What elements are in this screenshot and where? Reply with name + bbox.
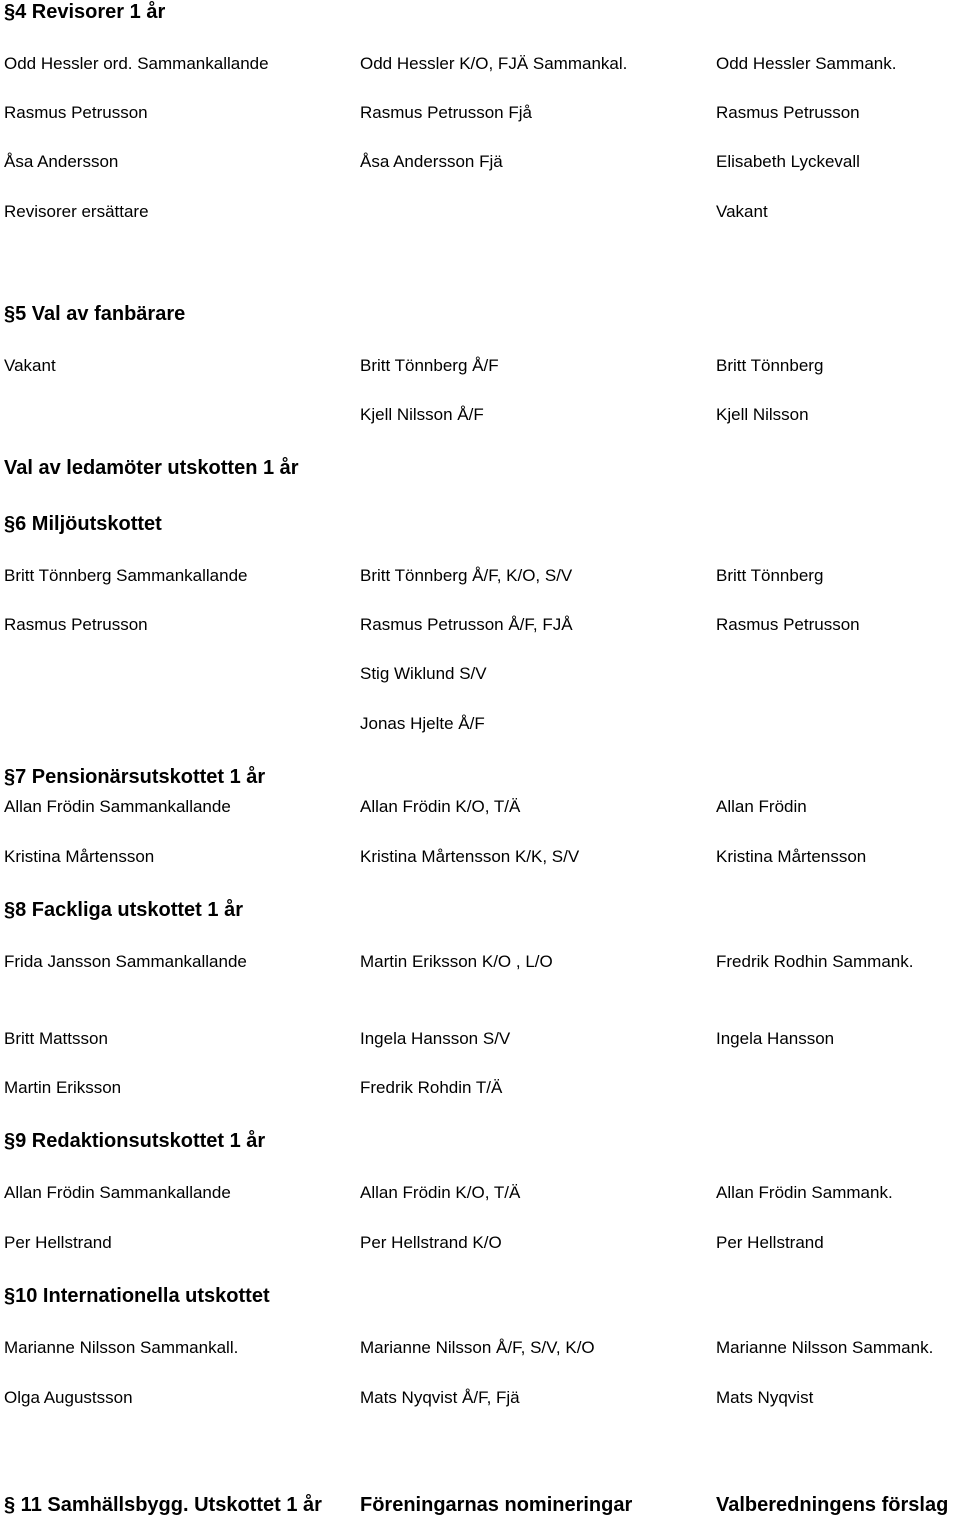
s9-row2-col3: Per Hellstrand: [716, 1233, 824, 1252]
section-5-heading: §5 Val av fanbärare: [4, 303, 186, 325]
section-9-heading: §9 Redaktionsutskottet 1 år: [4, 1130, 266, 1152]
s4-row1-col1: Odd Hessler ord. Sammankallande: [4, 54, 269, 73]
s4-row2-col3: Rasmus Petrusson: [716, 103, 860, 122]
s9-row2-col2: Per Hellstrand K/O: [360, 1233, 502, 1252]
foreningarnas-nomineringar-heading: Föreningarnas nomineringar: [360, 1494, 633, 1516]
s6-row1-col3: Britt Tönnberg: [716, 566, 824, 585]
s4-row3-col3: Elisabeth Lyckevall: [716, 152, 860, 171]
s4-row1-col2: Odd Hessler K/O, FJÄ Sammankal.: [360, 54, 628, 73]
s6-row3-col2: Stig Wiklund S/V: [360, 664, 487, 683]
s10-row1-col2: Marianne Nilsson Å/F, S/V, K/O: [360, 1338, 595, 1357]
s6-row2-col3: Rasmus Petrusson: [716, 615, 860, 634]
s4-row3-col1: Åsa Andersson: [4, 152, 119, 171]
s8-row2-col1: Britt Mattsson: [4, 1029, 108, 1048]
valberedningens-forslag-heading: Valberedningens förslag: [716, 1494, 949, 1516]
s8-row1-col3: Fredrik Rodhin Sammank.: [716, 952, 914, 971]
section-4-heading: §4 Revisorer 1 år: [4, 1, 166, 23]
s4-row3-col2: Åsa Andersson Fjä: [360, 152, 503, 171]
s7-row2-col3: Kristina Mårtensson: [716, 847, 867, 866]
s7-row2-col1: Kristina Mårtensson: [4, 847, 155, 866]
s8-row3-col2: Fredrik Rohdin T/Ä: [360, 1078, 503, 1097]
s8-row1-col1: Frida Jansson Sammankallande: [4, 952, 247, 971]
s6-row1-col2: Britt Tönnberg Å/F, K/O, S/V: [360, 566, 573, 585]
val-ledamoter-heading: Val av ledamöter utskotten 1 år: [4, 457, 299, 479]
s8-row2-col2: Ingela Hansson S/V: [360, 1029, 511, 1048]
s7-row1-col2: Allan Frödin K/O, T/Ä: [360, 797, 521, 816]
s9-row1-col3: Allan Frödin Sammank.: [716, 1183, 893, 1202]
s5-row2-col2: Kjell Nilsson Å/F: [360, 405, 484, 424]
s7-row1-col3: Allan Frödin: [716, 797, 807, 816]
s6-row4-col2: Jonas Hjelte Å/F: [360, 714, 485, 733]
s4-row2-col2: Rasmus Petrusson Fjå: [360, 103, 532, 122]
s7-row2-col2: Kristina Mårtensson K/K, S/V: [360, 847, 580, 866]
s10-row2-col1: Olga Augustsson: [4, 1388, 133, 1407]
s10-row1-col3: Marianne Nilsson Sammank.: [716, 1338, 934, 1357]
s4-row2-col1: Rasmus Petrusson: [4, 103, 148, 122]
s7-row1-col1: Allan Frödin Sammankallande: [4, 797, 231, 816]
section-8-heading: §8 Fackliga utskottet 1 år: [4, 899, 243, 921]
section-6-heading: §6 Miljöutskottet: [4, 513, 162, 535]
s10-row2-col3: Mats Nyqvist: [716, 1388, 814, 1407]
s8-row1-col2: Martin Eriksson K/O , L/O: [360, 952, 553, 971]
s5-row1-col2: Britt Tönnberg Å/F: [360, 356, 499, 375]
s9-row1-col2: Allan Frödin K/O, T/Ä: [360, 1183, 521, 1202]
s5-row1-col3: Britt Tönnberg: [716, 356, 824, 375]
section-11-heading: § 11 Samhällsbygg. Utskottet 1 år: [4, 1494, 322, 1516]
s6-row2-col2: Rasmus Petrusson Å/F, FJÅ: [360, 615, 573, 634]
s9-row1-col1: Allan Frödin Sammankallande: [4, 1183, 231, 1202]
section-7-heading: §7 Pensionärsutskottet 1 år: [4, 766, 266, 788]
s6-row1-col1: Britt Tönnberg Sammankallande: [4, 566, 248, 585]
s8-row3-col1: Martin Eriksson: [4, 1078, 122, 1097]
s5-row1-col1: Vakant: [4, 356, 56, 375]
s4-row4-col3: Vakant: [716, 202, 768, 221]
s5-row2-col3: Kjell Nilsson: [716, 405, 809, 424]
s9-row2-col1: Per Hellstrand: [4, 1233, 112, 1252]
s8-row2-col3: Ingela Hansson: [716, 1029, 835, 1048]
s6-row2-col1: Rasmus Petrusson: [4, 615, 148, 634]
s4-row1-col3: Odd Hessler Sammank.: [716, 54, 897, 73]
s10-row2-col2: Mats Nyqvist Å/F, Fjä: [360, 1388, 520, 1407]
s4-row4-col1: Revisorer ersättare: [4, 202, 149, 221]
s10-row1-col1: Marianne Nilsson Sammankall.: [4, 1338, 239, 1357]
section-10-heading: §10 Internationella utskottet: [4, 1285, 270, 1307]
